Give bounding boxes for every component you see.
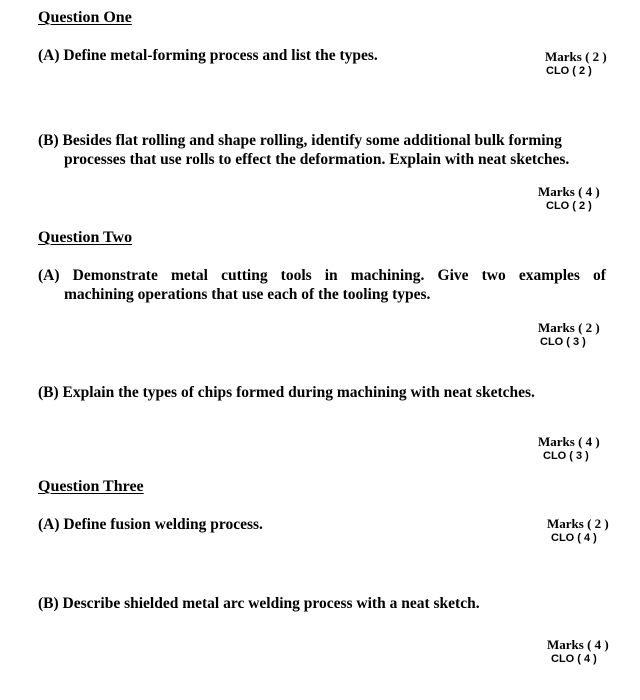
question-three-part-a bbox=[38, 515, 263, 534]
marks-label: Marks ( 4 ) bbox=[538, 434, 600, 449]
question-text-word: examples bbox=[518, 267, 580, 284]
question-text-line: machining operations that use each of the tooling types. bbox=[64, 286, 431, 303]
question-text-word: (A) bbox=[38, 267, 60, 284]
question-one-heading: Question One bbox=[38, 9, 132, 26]
question-text-word: Give bbox=[437, 267, 469, 284]
clo-label: CLO ( 4 ) bbox=[551, 532, 597, 544]
marks-label: Marks ( 4 ) bbox=[547, 637, 609, 652]
question-three-heading: Question Three bbox=[38, 478, 144, 495]
question-text-word: Demonstrate bbox=[72, 267, 158, 284]
clo-label: CLO ( 3 ) bbox=[543, 450, 589, 462]
question-text-line: (B) Describe shielded metal arc welding process with a neat sketch. bbox=[38, 595, 480, 612]
question-one-part-b bbox=[38, 131, 608, 169]
question-one-part-a bbox=[38, 46, 378, 65]
marks-label: Marks ( 2 ) bbox=[545, 49, 607, 64]
question-two-part-b bbox=[38, 383, 535, 402]
marks-label: Marks ( 4 ) bbox=[538, 184, 600, 199]
question-text-line bbox=[38, 266, 606, 285]
question-two-part-a bbox=[38, 266, 606, 304]
question-text-word: cutting bbox=[221, 267, 268, 284]
question-text-line: (B) Explain the types of chips formed during machining with neat sketches. bbox=[38, 384, 535, 401]
marks-label: Marks ( 2 ) bbox=[547, 516, 609, 531]
question-text-line: (B) Besides flat rolling and shape rolling, identify some additional bulk forming bbox=[38, 132, 562, 149]
question-text-line: (A) Define metal-forming process and list the types. bbox=[38, 47, 378, 64]
question-text-word: of bbox=[593, 267, 606, 284]
question-text-line: (A) Define fusion welding process. bbox=[38, 516, 263, 533]
clo-label: CLO ( 3 ) bbox=[540, 336, 586, 348]
question-text-word: machining. bbox=[350, 267, 425, 284]
question-text-word: metal bbox=[170, 267, 208, 284]
clo-label: CLO ( 2 ) bbox=[546, 200, 592, 212]
marks-label: Marks ( 2 ) bbox=[538, 320, 600, 335]
question-text-line: processes that use rolls to effect the deformation. Explain with neat sketches. bbox=[64, 151, 570, 168]
question-text-word: two bbox=[481, 267, 506, 284]
clo-label: CLO ( 4 ) bbox=[551, 653, 597, 665]
question-three-part-b bbox=[38, 594, 480, 613]
question-two-heading: Question Two bbox=[38, 229, 133, 246]
question-text-word: tools bbox=[280, 267, 312, 284]
clo-label: CLO ( 2 ) bbox=[546, 65, 592, 77]
question-text-word: in bbox=[324, 267, 338, 284]
